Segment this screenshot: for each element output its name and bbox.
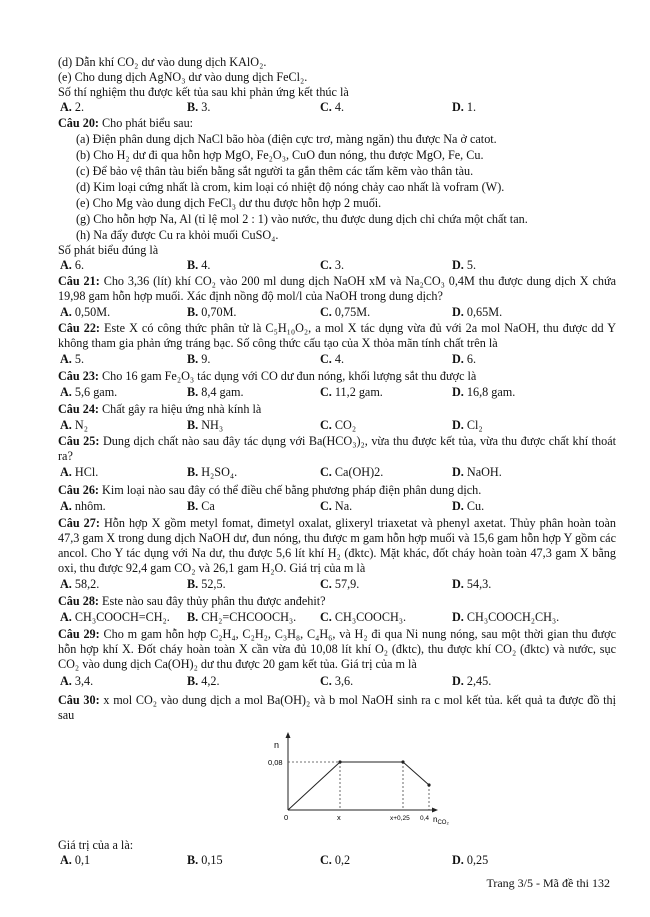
q19-tail: Số thí nghiệm thu được kết tủa sau khi phản ứng kết thúc là [58,85,349,99]
q27-options: A. 58,2. B. 52,5. C. 57,9. D. 54,3. [60,577,492,591]
q20-stem: Câu 20: Cho phát biểu sau: [58,116,194,130]
y-axis-label: n [274,740,280,750]
q27-stem: Câu 27: Hỗn hợp X gồm metyl fomat, đimetyl oxalat, glixeryl triaxetat và phenyl axetat. Thủy phân hoàn toàn 47,3 gam X trong dung dịch NaOH dư, đun nóng, thu được m gam hỗn hợp muối và 15,6 gam hỗn hợp Y gồm các ancol. Cho Y tác dụng với Na dư, thu được 5,6 lít khí H₂ (đktc). Mặt khác, đốt cháy hoàn toàn 47,3 gam X bằng oxi, thu được 92,4 gam CO₂ và 26,1 gam H₂O. Giá trị của m là [58,516,616,575]
q20-item: (e) Cho Mg vào dung dịch FeCl₃ dư thu được hỗn hợp 2 muối. [76,196,382,210]
q22-options: A. 5. B. 9. C. 4. D. 6. [60,352,477,366]
q20-item: (d) Kim loại cứng nhất là crom, kim loại có nhiệt độ nóng chảy cao nhất là vofram (W). [76,180,505,194]
q23-stem: Câu 23: Cho 16 gam Fe₂O₃ tác dụng với CO dư đun nóng, khối lượng sắt thu được là [58,369,477,383]
q30-tail: Giá trị của a là: [58,838,134,852]
q23-options: A. 5,6 gam. B. 8,4 gam. C. 11,2 gam. D. 16,8 gam. [60,385,516,399]
origin-label: 0 [284,813,289,822]
x-tick-label: x+0,25 [390,815,410,822]
q24-stem: Câu 24: Chất gây ra hiệu ứng nhà kính là [58,402,262,416]
y-tick-label: 0,08 [268,758,283,767]
q22-stem: Câu 22: Este X có công thức phân tử là C₅H₁₀O₂, a mol X tác dụng vừa đủ với 2a mol NaOH, thu được dd Y không tham gia phản ứng tráng bạc. Số công thức cấu tạo của X thỏa mãn tính chất trên là [58,321,617,350]
item-e: (e) Cho dung dịch AgNO₃ dư vào dung dịch FeCl₂. [58,70,308,84]
q29-options: A. 3,4. B. 4,2. C. 3,6. D. 2,45. [60,674,492,688]
q30-graph [262,728,462,828]
q30-stem: Câu 30: x mol CO₂ vào dung dịch a mol Ba(OH)₂ và b mol NaOH sinh ra c mol kết tủa. kết quả ta được đồ thị sau [58,693,617,722]
q20-item: (h) Na đẩy được Cu ra khỏi muối CuSO₄. [76,228,279,242]
q25-stem: Câu 25: Dung dịch chất nào sau đây tác dụng với Ba(HCO₃)₂, vừa thu được kết tủa, vừa thu được chất khí thoát ra? [58,434,616,463]
x-tick-label: x [337,813,341,822]
q29-stem: Câu 29: Cho m gam hỗn hợp C₂H₄, C₂H₂, C₃H₈, C₄H₆, và H₂ đi qua Ni nung nóng, sau một thời gian thu được hỗn hợp khí X. Đốt cháy hoàn toàn X cần vừa đủ 10,08 lít khí O₂ (đktc), thu được khí CO₂ (đktc) và nước, sục CO₂ vào dung dịch Ca(OH)₂ dư thu được 20 gam kết tủa. Giá trị của m là [58,627,616,671]
q30-options: A. 0,1 B. 0,15 C. 0,2 D. 0,25 [60,853,489,867]
precipitate-curve [288,762,429,810]
q20-item: (a) Điện phân dung dịch NaCl bão hòa (điện cực trơ, màng ngăn) thu được Na ở catot. [76,132,497,146]
item-d: (d) Dẫn khí CO₂ dư vào dung dịch KAlO₂. [58,55,267,69]
q26-stem: Câu 26: Kim loại nào sau đây có thể điều chế bằng phương pháp điện phân dung dịch. [58,483,482,497]
q20-options: A. 6. B. 4. C. 3. D. 5. [60,258,477,272]
q21-options: A. 0,50M. B. 0,70M. C. 0,75M. D. 0,65M. [60,305,503,319]
q20-tail: Số phát biểu đúng là [58,243,159,257]
q21-stem: Câu 21: Cho 3,36 (lít) khí CO₂ vào 200 ml dung dịch NaOH xM và Na₂CO₃ 0,4M thu được dung dịch X chứa 19,98 gam hỗn hợp muối. Xác định nồng độ mol/l của NaOH trong dung dịch? [58,274,616,303]
q20-item: (b) Cho H₂ dư đi qua hỗn hợp MgO, Fe₂O₃, CuO đun nóng, thu được MgO, Fe, Cu. [76,148,484,162]
q20-item: (g) Cho hỗn hợp Na, Al (tỉ lệ mol 2 : 1) vào nước, thu được dung dịch chỉ chứa một chất tan. [76,212,528,226]
q19-options: A. 2. B. 3. C. 4. D. 1. [60,100,477,114]
q26-options: A. nhôm. B. Ca C. Na. D. Cu. [60,499,485,513]
q25-options: A. HCl. B. H₂SO₄. C. Ca(OH)2. D. NaOH. [60,465,502,479]
q28-options: A. CH₃COOCH=CH₂. B. CH₂=CHCOOCH₃. C. CH₃COOCH₃. D. CH₃COOCH₂CH₃. [60,610,560,624]
q24-options: A. N₂ B. NH₃ C. CO₂ D. Cl₂ [60,418,483,432]
q28-stem: Câu 28: Este nào sau đây thủy phân thu được anđehit? [58,594,326,608]
q20-item: (c) Để bảo vệ thân tàu biển bằng sắt người ta gắn thêm các tấm kẽm vào thân tàu. [76,164,474,178]
page-footer: Trang 3/5 - Mã đề thi 132 [486,876,610,890]
x-axis-label: $n_{CO_2}$ [433,815,449,826]
x-tick-label: 0,4 [420,815,430,822]
